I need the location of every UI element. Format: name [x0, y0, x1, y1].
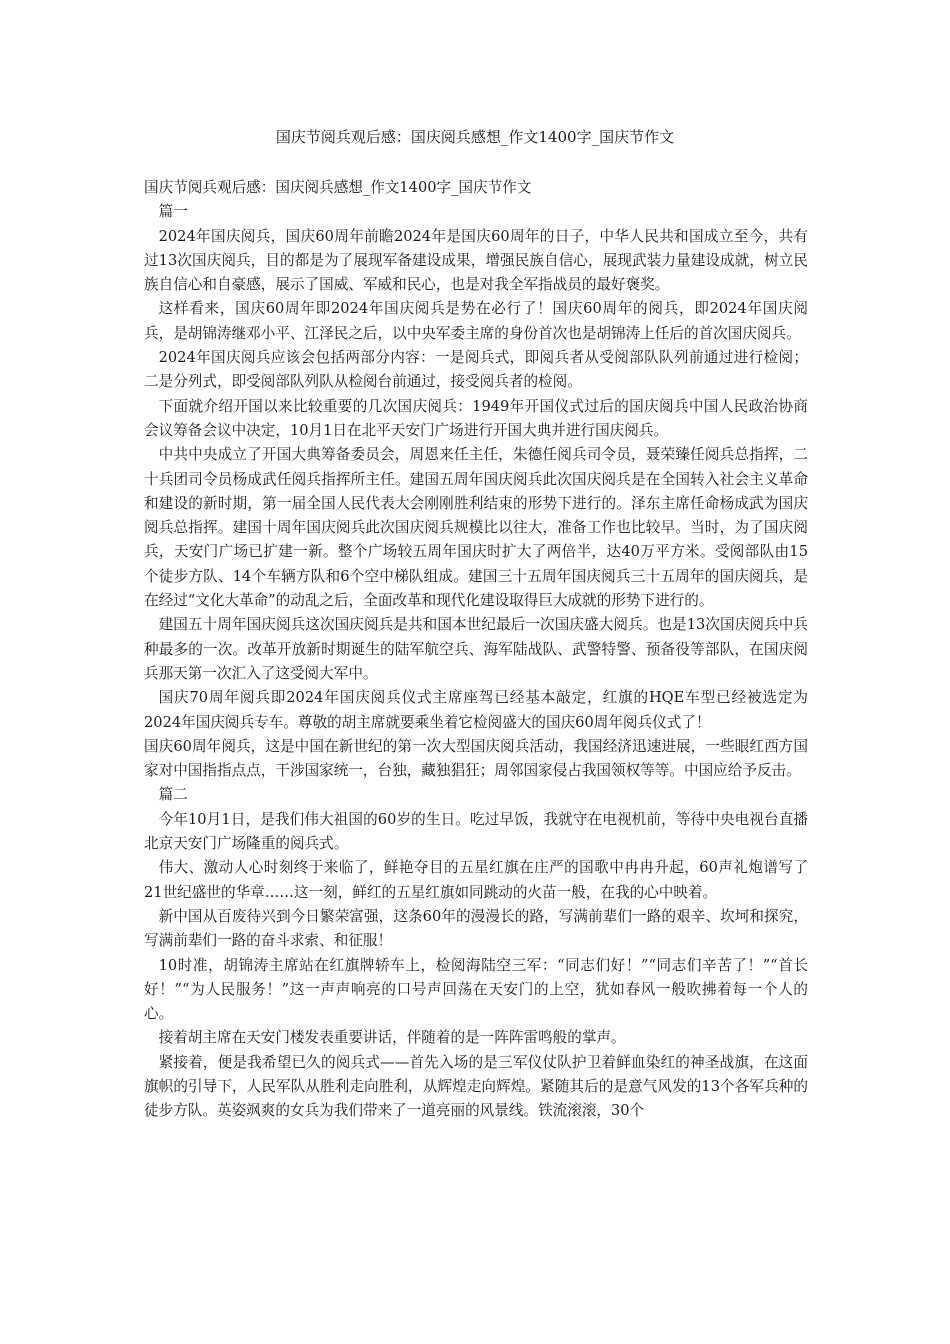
paragraph: 接着胡主席在天安门楼发表重要讲话，伴随着的是一阵阵雷鸣般的掌声。	[158, 1029, 626, 1047]
paragraph: 新中国从百废待兴到今日繁荣富强，这条60年的漫漫长的路，写满前辈们一路的艰辛、坎坷和探究，写满前辈们一路的奋斗求索、和征服！	[144, 907, 808, 950]
document-title: 国庆节阅兵观后感：国庆阅兵感想_作文1400字_国庆节作文	[144, 179, 532, 196]
paragraph: 今年10月1日，是我们伟大祖国的60岁的生日。吃过早饭，我就守在电视机前，等待中央电视台直播北京天安门广场隆重的阅兵式。	[144, 810, 808, 853]
section-label-1: 篇一	[158, 203, 188, 221]
paragraph: 2024年国庆阅兵，国庆60周年前瞻2024年是国庆60周年的日子，中华人民共和国成立至今，共有过13次国庆阅兵，目的都是为了展现军备建设成果，增强民族自信心，展现武装力量建设成就，树立民族自信心和自豪感，展示了国威、军威和民心，也是对我全军指战员的最好褒奖。	[144, 227, 808, 294]
paragraph: 2024年国庆阅兵应该会包括两部分内容：一是阅兵式，即阅兵者从受阅部队队列前通过进行检阅；二是分列式，即受阅部队列队从检阅台前通过，接受阅兵者的检阅。	[144, 349, 808, 391]
paragraph: 建国五十周年国庆阅兵这次国庆阅兵是共和国本世纪最后一次国庆盛大阅兵。也是13次国庆阅兵中兵种最多的一次。改革开放新时期诞生的陆军航空兵、海军陆战队、武警特警、预备役等部队，在国庆阅兵那天第一次汇入了这受阅大军中。	[144, 616, 808, 682]
paragraph: 10时准，胡锦涛主席站在红旗牌轿车上，检阅海陆空三军：“同志们好！”“同志们辛苦了！”“首长好！”“为人民服务！”这一声声响亮的口号声回荡在天安门的上空，犹如春风一般吹拂着每一个人的心。	[144, 956, 808, 1023]
paragraph: 国庆60周年阅兵，这是中国在新世纪的第一次大型国庆阅兵活动，我国经济迅速进展，一些眼红西方国家对中国指指点点，干涉国家统一，台独，藏独猖狂；周邻国家侵占我国领权等等。中国应给予反击。	[144, 737, 808, 780]
paragraph: 伟大、激动人心时刻终于来临了，鲜艳夺目的五星红旗在庄严的国歌中冉冉升起，60声礼炮谱写了21世纪盛世的华章……这一刻，鲜红的五星红旗如同跳动的火苗一般，在我的心中映着。	[144, 859, 808, 901]
paragraph: 下面就介绍开国以来比较重要的几次国庆阅兵：1949年开国仪式过后的国庆阅兵中国人民政治协商会议筹备会议中决定，10月1日在北平天安门广场进行开国大典并进行国庆阅兵。	[144, 397, 808, 439]
paragraph: 这样看来，国庆60周年即2024年国庆阅兵是势在必行了！国庆60周年的阅兵，即2024年国庆阅兵，是胡锦涛继邓小平、江泽民之后，以中央军委主席的身份首次也是胡锦涛上任后的首次国庆阅兵。	[144, 300, 808, 342]
document-body	[144, 176, 808, 1124]
paragraph: 国庆70周年阅兵即2024年国庆阅兵仪式主席座驾已经基本敲定，红旗的HQE车型已经被选定为2024年国庆阅兵专车。尊敬的胡主席就要乘坐着它检阅盛大的国庆60周年阅兵仪式了！	[144, 689, 808, 731]
section-label-2: 篇二	[158, 786, 188, 804]
paragraph: 中共中央成立了开国大典筹备委员会，周恩来任主任，朱德任阅兵司令员，聂荣臻任阅兵总指挥，二十兵团司令员杨成武任阅兵指挥所主任。建国五周年国庆阅兵此次国庆阅兵是在全国转入社会主义革命和建设的新时期，第一届全国人民代表大会刚刚胜利结束的形势下进行的。泽东主席任命杨成武为国庆阅兵总指挥。建国十周年国庆阅兵此次国庆阅兵规模比以往大，准备工作也比较早。当时，为了国庆阅兵，天安门广场已扩建一新。整个广场较五周年国庆时扩大了两倍半，达40万平方米。受阅部队由15个徒步方队、14个车辆方队和6个空中梯队组成。建国三十五周年国庆阅兵三十五周年的国庆阅兵，是在经过“文化大革命”的动乱之后，全面改革和现代化建设取得巨大成就的形势下进行的。	[144, 446, 808, 610]
paragraph: 紧接着，便是我希望已久的阅兵式——首先入场的是三军仪仗队护卫着鲜血染红的神圣战旗，在这面旗帜的引导下，人民军队从胜利走向胜利，从辉煌走向辉煌。紧随其后的是意气风发的13个各军兵种的徒步方队。英姿飒爽的女兵为我们带来了一道亮丽的风景线。铁流滚滚，30个	[144, 1053, 808, 1120]
page-header-title: 国庆节阅兵观后感：国庆阅兵感想_作文1400字_国庆节作文	[275, 128, 675, 146]
